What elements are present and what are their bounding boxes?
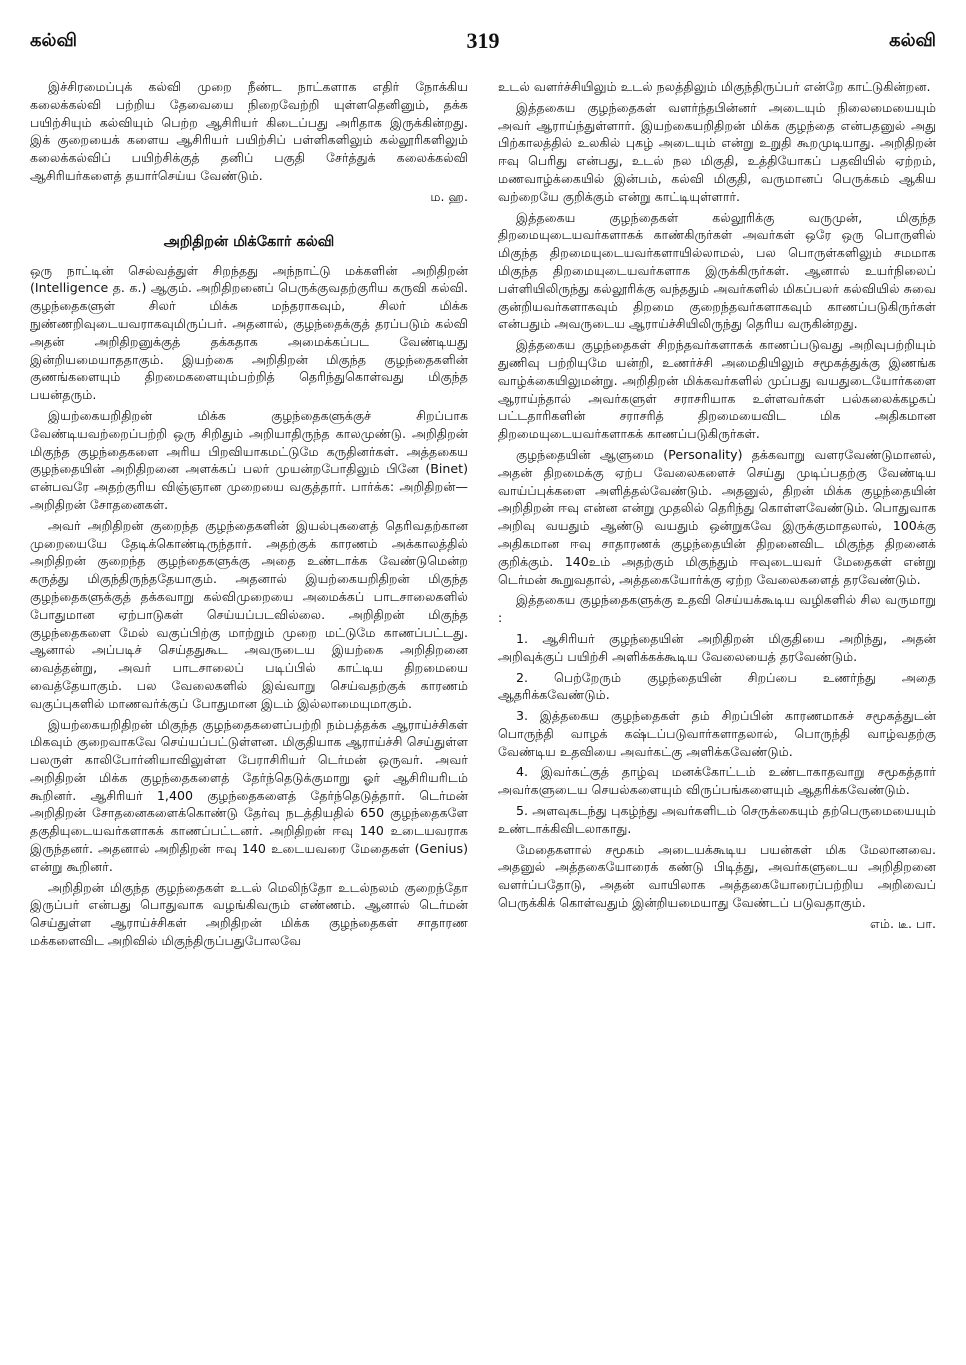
closing-signature: எம். டீ. பா. [870,915,936,931]
list-item: 1. ஆசிரியர் குழந்தையின் அறிதிறன் மிகுதியை அறிந்து, அதன் அறிவுக்குப் பயிற்சி அளிக்கக்கூடிய வேலையைத் தரவேண்டும். [498,630,936,664]
right-column [498,78,936,936]
list-item: 4. இவர்கட்குத் தாழ்வு மனக்கோட்டம் உண்டாகாதவாறு சமூகத்தார் அவர்களுடைய செயல்களையும் விருப்பங்களையும் ஆதரிக்கவேண்டும். [498,764,936,798]
body-paragraph: இத்தகைய குழந்தைகள் கல்லூரிக்கு வருமுன், மிகுந்த திறமையுடையவர்களாகக் காண்கிருர்கள் அவர்கள் ஒரே ஒரு பொருளில் மிகுந்த திறமையுடையவர்களாயில்லாமல், பல பொருள்களிலும் சமமாக மிகுந்த திறமையுடையவர்களாக இருக்கிருர்கள். ஆனால் உயர்நிலைப் பள்ளியிலிருந்து கல்லூரிக்கு வந்ததும் அவர்களில் மிகப்பலர் கல்வியில் சுவை குன்றியவர்களாகவும் திறமை குறைந்தவர்களாகவும் காணப்படுகிருர்கள் என்பதும் அவருடைய ஆராய்ச்சியிலிருந்து தெரிய வருகின்றது. [498,209,936,332]
list-item: 5. அளவுகடந்து புகழ்ந்து அவர்களிடம் செருக்கையும் தற்பெருமையையும் உண்டாக்கிவிடலாகாது. [498,803,936,836]
body-paragraph: இத்தகைய குழந்தைகள் வளர்ந்தபின்னர் அடையும் நிலைமையையும் அவர் ஆராய்ந்துள்ளார். இயற்கையறிதிறன் மிக்க குழந்தை என்பதனுல் அது பிற்காலத்தில் உலகில் புகழ் அடையும் என்று உறுதி கூறமுடியாது. அறிதிறன் ஈவு பெரிது என்பது, உடல் நல மிகுதி, உத்தியோகப் பதவியில் ஏற்றம், மணவாழ்க்கையில் இன்பம், கல்வி மிகுதி, வருமானப் பெருக்கம் ஆகிய வற்றையே குறிக்கும் என்று காட்டியுள்ளார். [498,99,936,204]
section-title: அறிதிறன் மிக்கோர் கல்வி [163,233,335,250]
list-item: 2. பெற்றேரும் குழந்தையின் சிறப்பை உணர்ந்து அதை ஆதரிக்கவேண்டும். [498,669,936,703]
intro-paragraph: இச்சிரமைப்புக் கல்வி முறை நீண்ட நாட்களாக எதிர் நோக்கிய கலைக்கல்வி பற்றிய தேவையை நிறைவேற்றி யுள்ளதெனினும், தக்க பயிற்சியும் கல்வியும் பெற்ற ஆசிரியர் கிடைப்பது அரிதாக இருக்கின்றது. இக் குறையைக் களைய ஆசிரியர் பயிற்சிப் பள்ளிகளிலும் கல்லூரிகளிலும் கலைக்கல்விப் பயிற்சிக்குத் தனிப் பகுதி சேர்த்துக் கலைக்கல்வி ஆசிரியர்களைத் தயார்செய்ய வேண்டும். [30,79,468,183]
body-paragraph: குழந்தையின் ஆளுமை (Personality) தக்கவாறு வளரவேண்டுமானல், அதன் திறமைக்கு ஏற்ப வேலைகளைச் செய்து முடிப்பதற்கு வேண்டிய வாய்ப்புக்களை அளித்தல்வேண்டும். அதனுல், திறன் மிக்க குழந்தையின் அறிதிறன் ஈவு என்ன என்று முதலில் தெரிந்து கொள்ளவேண்டும். பொதுவாக அறிவு வயதும் ஆண்டு வயதும் ஒன்றுகவே இருக்குமாதலால், 100க்கு அதிகமான ஈவு சாதாரணக் குழந்தையின் திறனைவிட மிகுந்த திறனைக் குறிக்கும். 140உம் அதற்கும் மிகுந்தும் ஈவுடையவர் மேதைகள் என்று டெர்மன் கூறுவதால், அத்தகையோர்க்கு ஏற்ற வேலைகளைத் தரவேண்டும். [498,446,936,587]
page-header [30,30,936,60]
list-item: 3. இத்தகைய குழந்தைகள் தம் சிறப்பின் காரணமாகச் சமூகத்துடன் பொருந்தி வாழக் கஷ்டப்படுவார்களாதலால், பொருந்தி வாழ்வதற்கு வேண்டிய உதவியை அவர்கட்கு அளிக்கவேண்டும். [498,708,936,759]
intro-signature: ம. ஹ. [430,188,468,204]
left-column [30,78,468,953]
page-number: 319 [466,28,500,53]
body-paragraph: உடல் வளர்ச்சியிலும் உடல் நலத்திலும் மிகுந்திருப்பர் என்றே காட்டுகின்றன. [498,79,931,94]
body-paragraph: அவர் அறிதிறன் குறைந்த குழந்தைகளின் இயல்புகளைத் தெரிவதற்கான முறையையே தேடிக்கொண்டிருந்தார். அதற்குக் காரணம் அக்காலத்தில் அறிதிறன் குறைந்த குழந்தைகளுக்கு அதை உண்டாக்க வேண்டுமென்ற கருத்து மிகுந்திருந்ததேயாகும். அதனால் இயற்கையறிதிறன் மிகுந்த குழந்தைகளுக்குத் தக்கவாறு கல்விமுறையை அமைக்கப் பாடசாலைகளில் போதுமான ஏற்பாடுகள் செய்யப்படவில்லை. அறிதிறன் மிகுந்த குழந்தைகளை மேல் வகுப்பிற்கு மாற்றும் முறை மட்டுமே காணப்பட்டது. ஆனால் அப்படிச் செய்ததுகூட அவருடைய இயற்கை அறிதிறனை வைத்தன்று, அவர் பாடசாலைப் படிப்பில் காட்டிய திறமையை வைத்தேயாகும். பல வேலைகளில் இவ்வாறு செய்வதற்குக் காரணம் வகுப்புகளில் மாணவர்க்குப் போதுமான இடம் இல்லாமையுமாகும். [30,517,468,711]
body-paragraph: இயற்கையறிதிறன் மிக்க குழந்தைகளுக்குச் சிறப்பாக வேண்டியவற்றைப்பற்றி ஒரு சிறிதும் அறியாதிருந்த காலமுண்டு. அறிதிறன் மிகுந்த குழந்தைகளை அரிய பிறவியாகமட்டுமே கருதினர்கள். அத்தகைய குழந்தையின் அறிதிறனை அளக்கப் பலர் முயன்றபோதிலும் பினே (Binet) என்பவரே அதற்குரிய விஞ்ஞான முறையை வகுத்தார். பார்க்க: அறிதிறன்—அறிதிறன் சோதனைகள். [30,407,468,512]
running-head-right: கல்வி [889,30,936,51]
body-paragraph: இத்தகைய குழந்தைகள் சிறந்தவர்களாகக் காணப்படுவது அறிவுபற்றியும் துணிவு பற்றியுமே யன்றி, உணர்ச்சி அமைதியிலும் சமூகத்துக்கு இணங்க வாழ்க்கையிலுமன்று. அறிதிறன் மிக்கவர்களில் முப்பது வயதுடையோர்களை ஆராய்ந்தால் அவர்களுள் சராசரியாக உள்ளவர்கள் பல்கலைக்கழகப் பட்டதாரிகளின் சராசரித் திறமையைவிட மிக அதிகமான திறமையுடையவர்களாகக் காணப்படுகிருர்கள். [498,337,936,442]
running-head-left: கல்வி [30,30,77,51]
body-paragraph: இயற்கையறிதிறன் மிகுந்த குழந்தைகளைப்பற்றி நம்பத்தக்க ஆராய்ச்சிகள் மிகவும் குறைவாகவே செய்யப்பட்டுள்ளன. மிகுதியாக ஆராய்ச்சி செய்துள்ள பலருள் காலிபோர்னியாவிலுள்ள பேராசிரியர் டெர்மன் ஒருவர். அவர் அறிதிறன் மிக்க குழந்தைகளைத் தேர்ந்தெடுக்குமாறு ஓர் ஆசிரியரிடம் கூறினர். ஆசிரியர் 1,400 குழந்தைகளைத் தேர்ந்தெடுத்தார். டெர்மன் அறிதிறன் சோதனைகளைக்கொண்டு தேர்வு நடத்தியதில் 650 குழந்தைகளே தகுதியுடையவர்களாகக் காணப்பட்டனர். அறிதிறன் ஈவு 140 உடையவராக இருந்தனர். அதனால் அறிதிறன் ஈவு 140 உடையவரை மேதைகள் (Genius) என்று கூறினர். [30,716,468,874]
body-paragraph: அறிதிறன் மிகுந்த குழந்தைகள் உடல் மெலிந்தோ உடல்நலம் குறைந்தோ இருப்பர் என்பது பொதுவாக வழங்கிவரும் எண்ணம். ஆனால் டெர்மன் செய்துள்ள ஆராய்ச்சிகள் அறிதிறன் மிக்க குழந்தைகள் சாதாரண மக்களைவிட அறிவில் மிகுந்திருப்பதுபோலவே [30,879,468,949]
body-paragraph: ஒரு நாட்டின் செல்வத்துள் சிறந்தது அந்நாட்டு மக்களின் அறிதிறன் (Intelligence த. க.) ஆகும். அறிதிறனைப் பெருக்குவதற்குரிய கருவி கல்வி. குழந்தைகளுள் சிலர் மிக்க மந்தராகவும், சிலர் மிக்க நுண்ணறிவுடையவராகவுமிருப்பர். அதனால், குழந்தைக்குத் தரப்படும் கல்வி அதன் அறிதிறனுக்குத் தக்கதாக அமைக்கப்பட வேண்டியது இன்றியமையாததாகும். இயற்கை அறிதிறன் மிகுந்த குழந்தைகளின் குணங்களையும் திறமைகளையும்பற்றித் தெரிந்துகொள்வது மிகுந்த பயன்தரும். [30,262,468,403]
body-paragraph: இத்தகைய குழந்தைகளுக்கு உதவி செய்யக்கூடிய வழிகளில் சில வருமாறு : [498,592,936,626]
closing-paragraph: மேதைகளால் சமூகம் அடையக்கூடிய பயன்கள் மிக மேலானவை. அதனுல் அத்தகையோரைக் கண்டு பிடித்து, அவர்களுடைய அறிதிறனை வளர்ப்பதோடு, அதன் வாயிலாக அத்தகையோரைப்பற்றிய அறிவைப் பெருக்கிக் கொள்வதும் இன்றியமையாது வேண்டப் படுவதாகும். [498,841,936,911]
